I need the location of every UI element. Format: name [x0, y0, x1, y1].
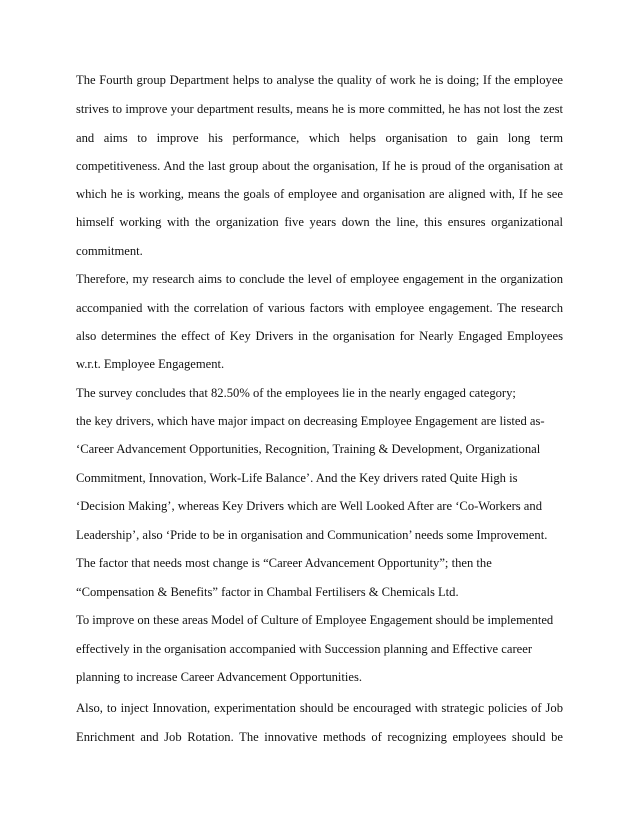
text-line: accompanied with the correlation of various factors with employee engagement. The research — [76, 301, 563, 315]
text-line: Leadership’, also ‘Pride to be in organisation and Communication’ needs some Improvement. — [76, 528, 548, 542]
text-line: The survey concludes that 82.50% of the employees lie in the nearly engaged category; — [76, 386, 516, 400]
text-line: commitment. — [76, 244, 143, 258]
text-line: also determines the effect of Key Drivers in the organisation for Nearly Engaged Employees — [76, 329, 563, 343]
text-line: The Fourth group Department helps to analyse the quality of work he is doing; If the employee — [76, 73, 563, 87]
text-line: “Compensation & Benefits” factor in Chambal Fertilisers & Chemicals Ltd. — [76, 585, 459, 599]
text-line: strives to improve your department results, means he is more committed, he has not lost the zest — [76, 102, 563, 116]
text-line: ‘Career Advancement Opportunities, Recognition, Training & Development, Organizational — [76, 442, 541, 456]
text-line: Commitment, Innovation, Work-Life Balance’. And the Key drivers rated Quite High is — [76, 471, 518, 485]
text-line: the key drivers, which have major impact on decreasing Employee Engagement are listed as- — [76, 414, 545, 428]
text-line: Enrichment and Job Rotation. The innovative methods of recognizing employees should be — [76, 730, 563, 744]
text-line: Therefore, my research aims to conclude the level of employee engagement in the organization — [76, 272, 563, 286]
text-line: effectively in the organisation accompanied with Succession planning and Effective career — [76, 642, 533, 656]
text-line: ‘Decision Making’, whereas Key Drivers which are Well Looked After are ‘Co-Workers and — [76, 499, 542, 513]
text-line: Also, to inject Innovation, experimentation should be encouraged with strategic policies of Job — [76, 701, 563, 715]
text-line: which he is working, means the goals of employee and organisation are aligned with, If he see — [76, 187, 563, 201]
text-line: The factor that needs most change is “Career Advancement Opportunity”; then the — [76, 556, 492, 570]
text-line: w.r.t. Employee Engagement. — [76, 357, 225, 371]
text-line: himself working with the organization five years down the line, this ensures organizational — [76, 215, 563, 229]
text-line: competitiveness. And the last group about the organisation, If he is proud of the organisation at — [76, 159, 563, 173]
text-line: planning to increase Career Advancement Opportunities. — [76, 670, 363, 684]
text-line: and aims to improve his performance, which helps organisation to gain long term — [76, 131, 563, 145]
text-line: To improve on these areas Model of Culture of Employee Engagement should be implemented — [76, 613, 554, 627]
